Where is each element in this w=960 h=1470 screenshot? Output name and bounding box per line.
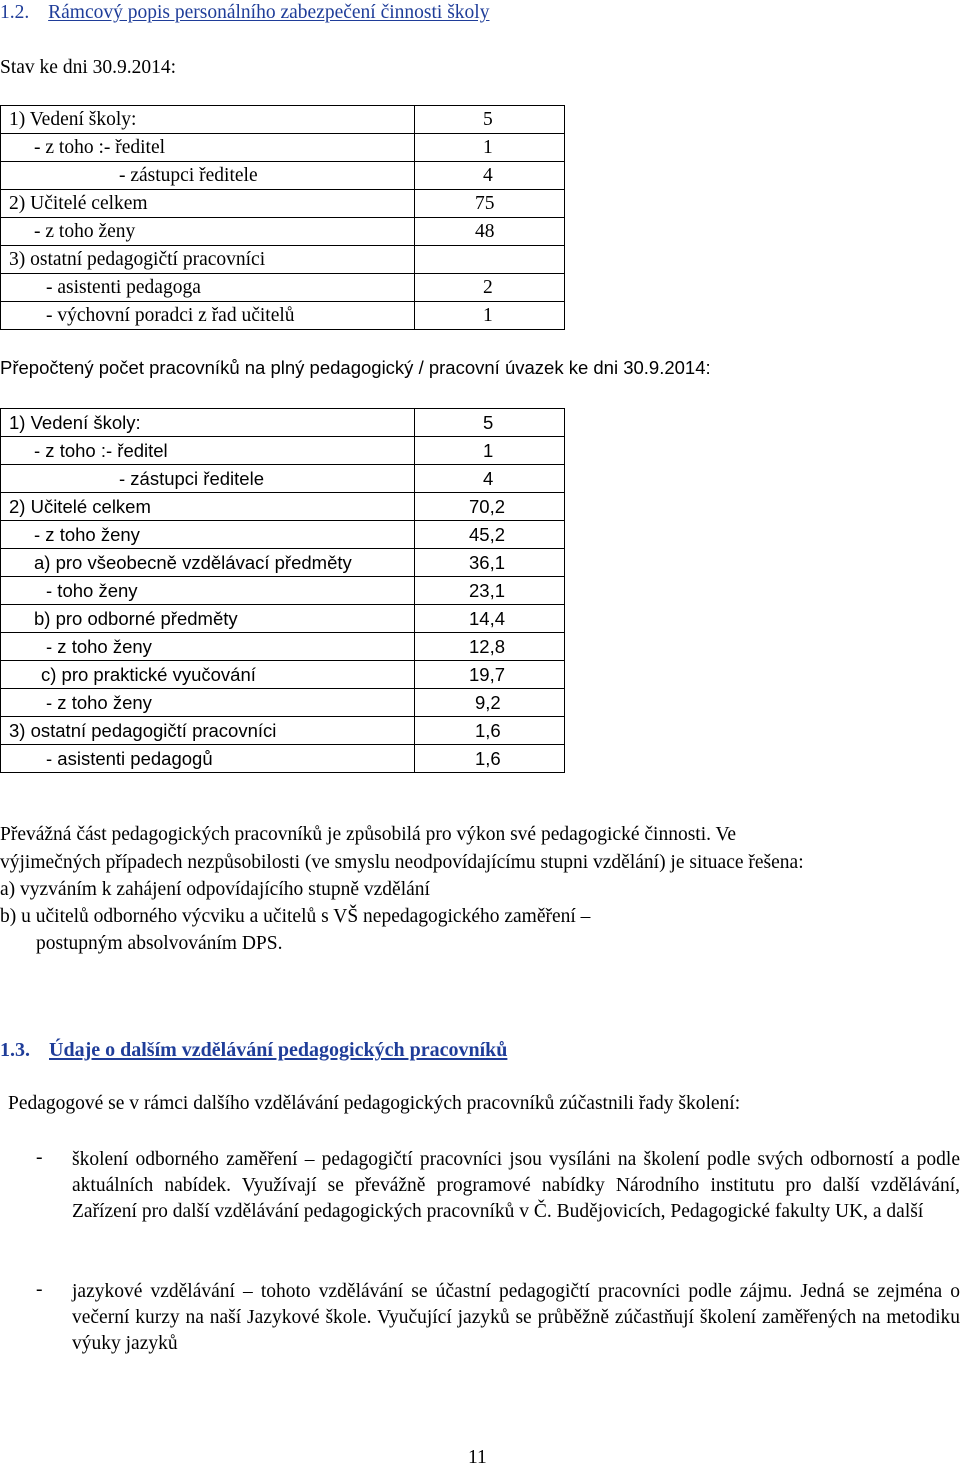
table-row: [1, 465, 565, 493]
section-number: 1.3.: [0, 1039, 30, 1061]
row-label: b) pro odborné předměty: [1, 605, 415, 633]
table-row: [1, 521, 565, 549]
row-label: c) pro praktické vyučování: [1, 661, 415, 689]
table-row: [1, 493, 565, 521]
table-row: [1, 409, 565, 437]
recalculated-title: Přepočtený počet pracovníků na plný pedagogický / pracovní úvazek ke dni 30.9.2014:: [0, 357, 711, 378]
table-row: [1, 605, 565, 633]
row-value: 75: [415, 190, 565, 218]
row-label: - z toho :- ředitel: [1, 437, 415, 465]
table-row: [1, 437, 565, 465]
row-value: 48: [415, 218, 565, 246]
row-value: 1: [415, 134, 565, 162]
row-value: 45,2: [415, 521, 565, 549]
row-label: 1) Vedení školy:: [1, 106, 415, 134]
qualification-line: a) vyzváním k zahájení odpovídajícího stupně vzdělání: [0, 879, 430, 900]
table-row: [1, 246, 565, 274]
row-label: - z toho ženy: [1, 689, 415, 717]
qualification-line: výjimečných případech nezpůsobilosti (ve smyslu neodpovídajícímu stupni vzdělání) je situace řešena:: [0, 852, 804, 873]
state-date: Stav ke dni 30.9.2014:: [0, 57, 177, 78]
table-row: [1, 106, 565, 134]
table-row: [1, 190, 565, 218]
row-value: 5: [415, 409, 565, 437]
row-value: 4: [415, 162, 565, 190]
section-heading-1-3: [0, 1039, 507, 1062]
row-value: 70,2: [415, 493, 565, 521]
row-label: 3) ostatní pedagogičtí pracovníci: [1, 717, 415, 745]
staff-table: [0, 105, 565, 330]
list-item: školení odborného zaměření – pedagogičtí pracovníci jsou vysíláni na školení podle svých odborností a podle aktuálních nabídek. Využívají se převážně programové nabídky Národního institutu pro další vzdělávání, Zařízení pro další vzdělávání pedagogických pracovníků v Č. Budějovicích, Pedagogické fakulty UK, a další: [72, 1149, 960, 1222]
row-value: 14,4: [415, 605, 565, 633]
row-label: 3) ostatní pedagogičtí pracovníci: [1, 246, 415, 274]
row-label: - zástupci ředitele: [1, 162, 415, 190]
section-title: Údaje o dalším vzdělávání pedagogických pracovníků: [49, 1039, 508, 1061]
list-item: jazykové vzdělávání – tohoto vzdělávání se účastní pedagogičtí pracovníci podle zájmu. Jedná se zejména o večerní kurzy na naší Jazykové škole. Vyučující jazyků se průběžně zúčastňují školení zaměřených na metodiku výuky jazyků: [72, 1281, 960, 1354]
row-value: 1,6: [415, 717, 565, 745]
qualification-line: postupným absolvováním DPS.: [36, 933, 283, 954]
table-row: [1, 274, 565, 302]
table-row: [1, 577, 565, 605]
row-value: 19,7: [415, 661, 565, 689]
row-label: - zástupci ředitele: [1, 465, 415, 493]
list-dash: -: [36, 1279, 43, 1300]
table-row: [1, 218, 565, 246]
section-title: Rámcový popis personálního zabezpečení činnosti školy: [48, 2, 490, 23]
table-row: [1, 302, 565, 330]
row-value: 36,1: [415, 549, 565, 577]
row-value: 1: [415, 302, 565, 330]
qualification-line: Převážná část pedagogických pracovníků je způsobilá pro výkon své pedagogické činnosti. Ve: [0, 824, 737, 845]
row-label: - z toho :- ředitel: [1, 134, 415, 162]
row-label: - z toho ženy: [1, 633, 415, 661]
row-label: 2) Učitelé celkem: [1, 493, 415, 521]
table-row: [1, 134, 565, 162]
row-value: [415, 246, 565, 274]
row-label: 1) Vedení školy:: [1, 409, 415, 437]
row-value: 4: [415, 465, 565, 493]
recalculated-staff-table: [0, 408, 565, 773]
row-label: - asistenti pedagoga: [1, 274, 415, 302]
row-label: - asistenti pedagogů: [1, 745, 415, 773]
row-value: 12,8: [415, 633, 565, 661]
row-label: - z toho ženy: [1, 218, 415, 246]
page-number: 11: [468, 1447, 487, 1468]
row-value: 9,2: [415, 689, 565, 717]
table-row: [1, 661, 565, 689]
row-label: a) pro všeobecně vzdělávací předměty: [1, 549, 415, 577]
training-intro: Pedagogové se v rámci dalšího vzdělávání pedagogických pracovníků zúčastnili řady školení:: [8, 1093, 741, 1114]
row-value: 2: [415, 274, 565, 302]
section-heading-1-2: [0, 2, 489, 24]
row-value: 23,1: [415, 577, 565, 605]
table-row: [1, 745, 565, 773]
qualification-line: b) u učitelů odborného výcviku a učitelů s VŠ nepedagogického zaměření –: [0, 906, 591, 927]
row-value: 1,6: [415, 745, 565, 773]
table-row: [1, 549, 565, 577]
table-row: [1, 689, 565, 717]
row-label: - výchovní poradci z řad učitelů: [1, 302, 415, 330]
table-row: [1, 717, 565, 745]
section-number: 1.2.: [0, 2, 30, 23]
table-row: [1, 162, 565, 190]
row-label: - z toho ženy: [1, 521, 415, 549]
row-value: 1: [415, 437, 565, 465]
list-dash: -: [36, 1147, 43, 1168]
row-label: - toho ženy: [1, 577, 415, 605]
row-value: 5: [415, 106, 565, 134]
row-label: 2) Učitelé celkem: [1, 190, 415, 218]
table-row: [1, 633, 565, 661]
